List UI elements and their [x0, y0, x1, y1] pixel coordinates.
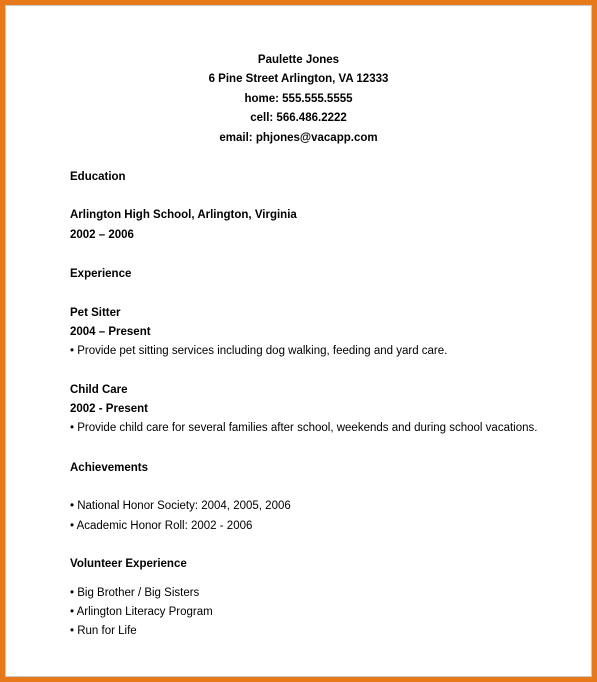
- job-bullet: • Provide child care for several families after school, weekends and during school vacations.: [70, 422, 538, 434]
- volunteer-item: • Big Brother / Big Sisters: [70, 587, 200, 599]
- achievement-item: • Academic Honor Roll: 2002 - 2006: [70, 520, 253, 532]
- volunteer-heading: Volunteer Experience: [70, 558, 187, 570]
- volunteer-item: • Run for Life: [70, 625, 137, 637]
- achievements-heading: Achievements: [70, 462, 148, 474]
- cell-phone: cell: 566.486.2222: [250, 112, 347, 124]
- job-title: Child Care: [70, 384, 128, 396]
- volunteer-item: • Arlington Literacy Program: [70, 606, 213, 618]
- job-dates: 2004 – Present: [70, 326, 151, 338]
- education-heading: Education: [70, 171, 126, 183]
- email-address: email: phjones@vacapp.com: [219, 132, 378, 144]
- home-phone: home: 555.555.5555: [244, 93, 353, 105]
- education-years: 2002 – 2006: [70, 229, 134, 241]
- experience-heading: Experience: [70, 268, 132, 280]
- education-school: Arlington High School, Arlington, Virginia: [70, 209, 297, 221]
- address-line: 6 Pine Street Arlington, VA 12333: [208, 73, 389, 85]
- candidate-name: Paulette Jones: [257, 54, 340, 66]
- job-title: Pet Sitter: [70, 307, 121, 319]
- job-bullet: • Provide pet sitting services including dog walking, feeding and yard care.: [70, 345, 448, 357]
- achievement-item: • National Honor Society: 2004, 2005, 2006: [70, 500, 291, 512]
- job-dates: 2002 - Present: [70, 403, 148, 415]
